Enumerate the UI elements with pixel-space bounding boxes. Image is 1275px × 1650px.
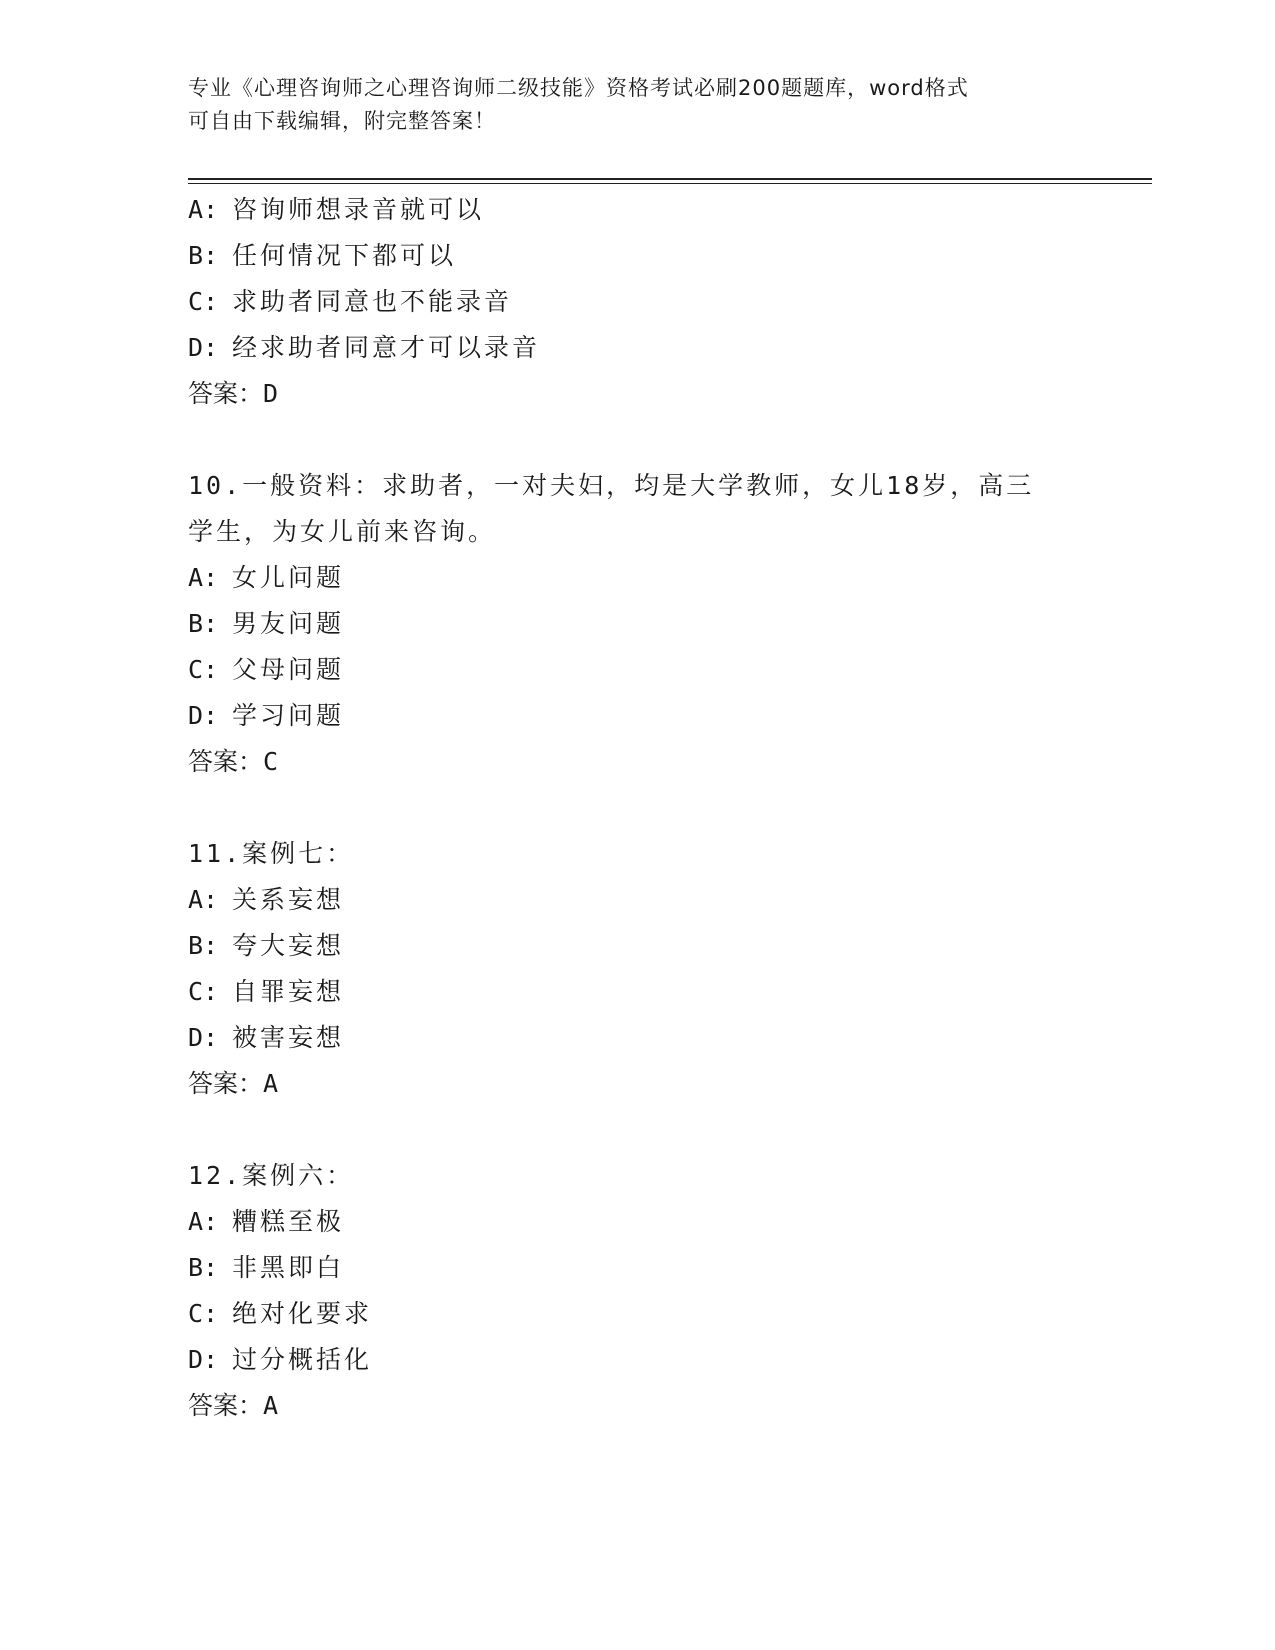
- question-block: [188, 831, 1138, 1107]
- header-rule-thin: [188, 183, 1152, 184]
- option-b: [188, 601, 1138, 647]
- option-text: 过分概括化: [232, 1345, 373, 1374]
- answer-value: C: [263, 747, 279, 776]
- option-a: [188, 187, 1138, 233]
- option-c: [188, 647, 1138, 693]
- option-key: C:: [188, 1299, 219, 1328]
- option-key: D:: [188, 1023, 219, 1052]
- answer-line: [188, 1061, 1138, 1107]
- header-line-2: 可自由下载编辑，附完整答案！: [188, 109, 496, 133]
- option-d: [188, 325, 1138, 371]
- option-d: [188, 1015, 1138, 1061]
- option-c: [188, 1291, 1138, 1337]
- question-stem: 12.案例六：: [188, 1161, 355, 1190]
- document-header: [188, 72, 1078, 138]
- option-key: A:: [188, 563, 219, 592]
- option-key: A:: [188, 195, 219, 224]
- question-stem: 10.一般资料：求助者，一对夫妇，均是大学教师，女儿18岁，高三: [188, 471, 1035, 500]
- answer-line: [188, 371, 1138, 417]
- answer-value: A: [263, 1391, 279, 1420]
- answer-value: A: [263, 1069, 279, 1098]
- option-b: [188, 233, 1138, 279]
- option-key: D:: [188, 333, 219, 362]
- answer-value: D: [263, 379, 279, 408]
- header-line-1: 专业《心理咨询师之心理咨询师二级技能》资格考试必刷200题题库，word格式: [188, 76, 969, 100]
- option-key: D:: [188, 1345, 219, 1374]
- option-a: [188, 1199, 1138, 1245]
- option-text: 任何情况下都可以: [232, 241, 457, 270]
- answer-label: 答案：: [188, 747, 264, 776]
- option-c: [188, 969, 1138, 1015]
- option-d: [188, 693, 1138, 739]
- option-key: C:: [188, 287, 219, 316]
- option-text: 关系妄想: [232, 885, 345, 914]
- option-text: 父母问题: [232, 655, 345, 684]
- option-text: 女儿问题: [232, 563, 345, 592]
- option-key: B:: [188, 931, 219, 960]
- answer-label: 答案：: [188, 1069, 264, 1098]
- answer-line: [188, 739, 1138, 785]
- option-key: B:: [188, 609, 219, 638]
- question-block: [188, 1153, 1138, 1429]
- option-key: D:: [188, 701, 219, 730]
- option-text: 咨询师想录音就可以: [232, 195, 485, 224]
- option-key: C:: [188, 655, 219, 684]
- option-text: 学习问题: [232, 701, 345, 730]
- option-text: 求助者同意也不能录音: [232, 287, 513, 316]
- answer-label: 答案：: [188, 379, 264, 408]
- option-text: 男友问题: [232, 609, 345, 638]
- option-a: [188, 555, 1138, 601]
- answer-label: 答案：: [188, 1391, 264, 1420]
- option-key: A:: [188, 885, 219, 914]
- option-key: A:: [188, 1207, 219, 1236]
- answer-line: [188, 1383, 1138, 1429]
- option-a: [188, 877, 1138, 923]
- option-c: [188, 279, 1138, 325]
- option-key: C:: [188, 977, 219, 1006]
- question-stem: 学生，为女儿前来咨询。: [188, 517, 497, 546]
- option-d: [188, 1337, 1138, 1383]
- option-text: 自罪妄想: [232, 977, 345, 1006]
- option-text: 夸大妄想: [232, 931, 345, 960]
- option-text: 被害妄想: [232, 1023, 345, 1052]
- option-b: [188, 1245, 1138, 1291]
- option-key: B:: [188, 241, 219, 270]
- header-rule-thick: [188, 178, 1152, 180]
- question-stem: 11.案例七：: [188, 839, 355, 868]
- option-text: 非黑即白: [232, 1253, 345, 1282]
- option-key: B:: [188, 1253, 219, 1282]
- option-b: [188, 923, 1138, 969]
- question-list: [188, 187, 1138, 1429]
- option-text: 绝对化要求: [232, 1299, 373, 1328]
- question-block: [188, 187, 1138, 417]
- option-text: 糟糕至极: [232, 1207, 345, 1236]
- question-block: [188, 463, 1138, 785]
- option-text: 经求助者同意才可以录音: [232, 333, 541, 362]
